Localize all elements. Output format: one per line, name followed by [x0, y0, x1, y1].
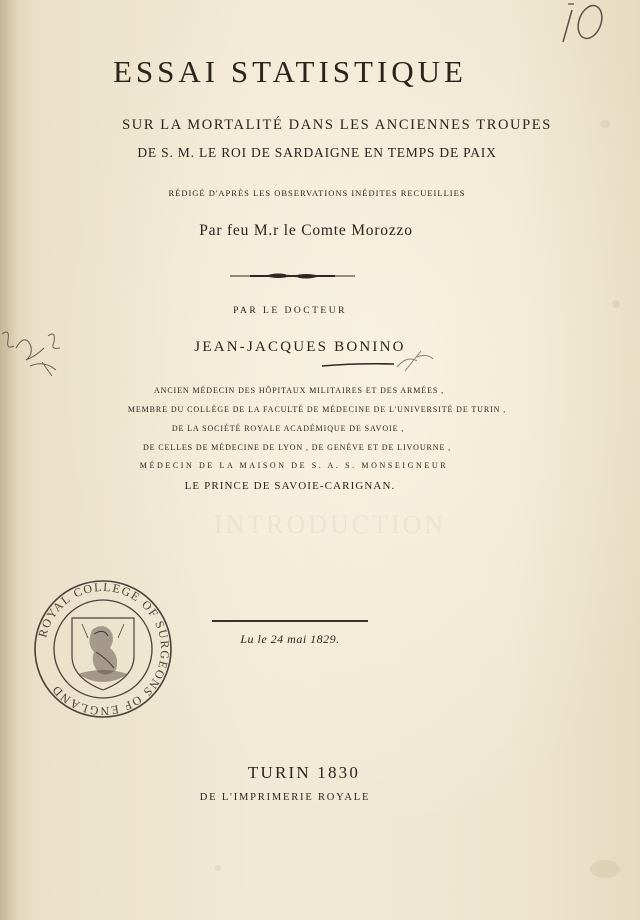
library-stamp-icon: [32, 578, 174, 720]
credential-line: DE CELLES DE MÉDECINE DE LYON , DE GENÈVE ET DE LIVOURNE ,: [142, 443, 452, 452]
imprint-printer: DE L'IMPRIMERIE ROYALE: [199, 792, 371, 803]
pencil-mark-icon: [395, 345, 435, 373]
paper-stain: [612, 300, 620, 308]
subtitle-line-2: DE S. M. LE ROI DE SARDAIGNE EN TEMPS DE PAIX: [137, 145, 497, 160]
credential-line-prince: LE PRINCE DE SAVOIE-CARIGNAN.: [184, 480, 396, 492]
credential-line: MÉDECIN DE LA MAISON DE S. A. S. MONSEIGNEUR: [139, 461, 449, 470]
credential-line: ANCIEN MÉDECIN DES HÔPITAUX MILITAIRES ET DES ARMÉES ,: [153, 386, 445, 395]
ornament-rule-icon: [230, 270, 355, 282]
author-name: JEAN-JACQUES BONINO: [194, 339, 406, 355]
paper-stain: [590, 860, 620, 878]
redige-line: RÉDIGÉ D'APRÈS LES OBSERVATIONS INÉDITES RECUEILLIES: [168, 188, 466, 198]
reading-date: Lu le 24 mai 1829.: [240, 632, 340, 646]
bleed-through-text: INTRODUCTION: [213, 510, 447, 539]
imprint-city: TURIN 1830: [247, 763, 361, 782]
credential-line: DE LA SOCIÉTÉ ROYALE ACADÉMIQUE DE SAVOIE ,: [171, 424, 405, 433]
page-number-text: 10: [560, 0, 561, 1]
subtitle-line-1: SUR LA MORTALITÉ DANS LES ANCIENNES TROUPES: [122, 117, 552, 133]
stamp-ring-text: ROYAL COLLEGE OF SURGEONS OF ENGLAND: [35, 579, 173, 719]
author-underline-icon: [322, 362, 394, 368]
handwritten-page-number-icon: [560, 0, 620, 45]
par-le-docteur: PAR LE DOCTEUR: [233, 306, 347, 316]
par-feu-line: Par feu M.r le Comte Morozzo: [199, 222, 413, 239]
paper-stain: [215, 865, 221, 871]
date-rule: [212, 620, 368, 622]
book-title: ESSAI STATISTIQUE: [113, 54, 467, 89]
date-block: [212, 620, 368, 647]
credential-line: MEMBRE DU COLLÈGE DE LA FACULTÉ DE MÉDECINE DE L'UNIVERSITÉ DE TURIN ,: [127, 405, 507, 414]
